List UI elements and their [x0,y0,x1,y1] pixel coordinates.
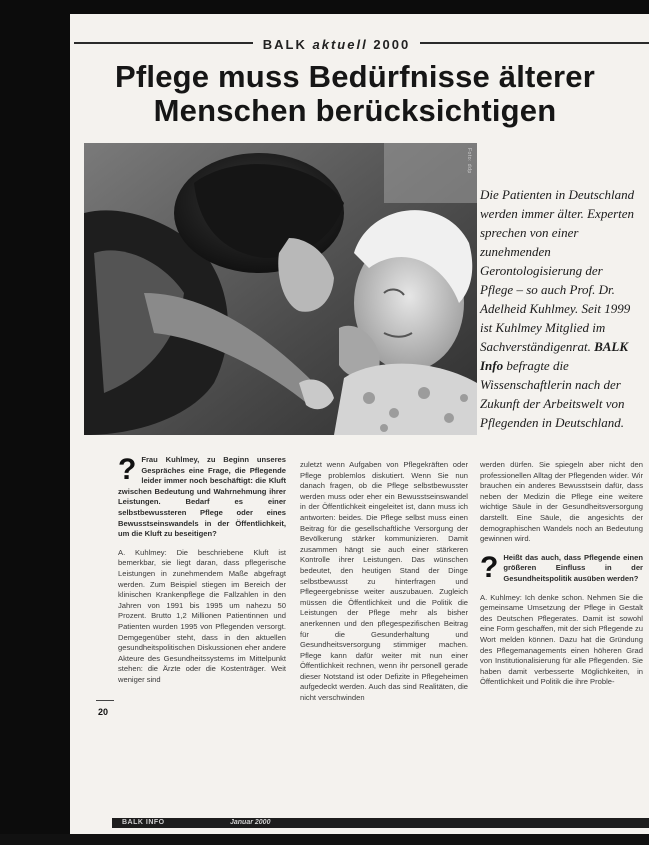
photo-caregiver-elderly-woman [84,143,477,435]
answer-2: A. Kuhlmey: Ich denke schon. Nehmen Sie die gemeinsame Umsetzung der Pflege in Gestalt des Deutschen Pflegerates. Damit ist sowohl eine Form geschaffen, mit der sich Pflegende zu Wort melden können. Dazu hat die Gründung des Pflegemanagements einen höheren Grad von Institutionalisierung für alle Pflegenden. Sie haben damit verbesserte Möglichkeiten, in Öffentlichkeit und Politik die ihre Proble- [480,592,643,687]
answer-1-end: werden dürfen. Sie spiegeln aber nicht den professionellen Alltag der Pflegenden wider. Wir brauchen ein anderes Bewusstsein dafür, dass neben der Medizin die Pflege eine weitere wichtige Säule in der Gesundheitsversorgung darstellt. Eine Säule, die angesichts der demographischen Wandels noch an Bedeutung gewinnen wird. [480,460,643,544]
photo-credit: Foto: ddp [466,148,472,174]
page-number-rule [96,700,114,701]
article-intro [480,185,635,432]
answer-1-continued: zuletzt wenn Aufgaben von Pflegekräften oder Pflege problemlos diskutiert. Wenn Sie nun danach fragen, ob die Pflege selbstbewusster werden muss oder eher ein Bewusstseinswandel in der Öffentlichkeit eingeleitet ist, dann muss ich antworten: beides. Die Pflege selbst muss einen Beitrag für die gesellschaftliche Versorgung der Bevölkerung stärker kommunizieren. Damit zusammen hängt sie auch einer stärkeren Kontrolle ihrer Leistungen. Das wünschen bedeutet, den heutigen Stand der Dinge selbstbewusst zu hinterfragen und Pflegeergebnisse weiter auszubauen. Zugleich müssen die Öffentlichkeit und die Politik die Leistungen der Pflege mehr als bisher anerkennen und den pflegespezifischen Beitrag für die Gesunderhaltung und Gesundheitsversorgung stimmiger machen. Pflege kann dafür weiter mit nun einer Öffentlichkeit rechnen, wenn ihr personell gerade dieser Notstand ist oder Defizite in Pflegeheimen aufgedeckt werden. Auch das sind Realitäten, die nicht verschwinden [300,460,468,703]
kicker-year: 2000 [373,37,411,52]
intro-text: Die Patienten in Deutschland werden immer älter. Experten sprechen von einer zunehmenden Gerontologisierung der Pflege – so auch Prof. Dr. Adelheid Kuhlmey. Seit 1999 ist Kuhlmey Mitglied im Sachverständigenrat. [480,187,635,354]
article-photo [84,143,477,435]
column-2 [300,460,468,712]
article-headline [110,60,600,128]
column-3 [480,460,643,696]
footer-publication: BALK INFO [122,819,165,826]
intro-magazine-name: BALK Info [480,339,629,373]
page-footer [112,818,649,828]
footer-date: Januar 2000 [230,819,271,826]
question-2 [480,550,643,585]
section-kicker [0,37,649,52]
question-mark-icon: ? [480,550,499,584]
question-1 [118,455,286,540]
question-mark-icon: ? [118,453,137,486]
intro-text-tail: befragte die Wissenschaftlerin nach der Zukunft der Arbeitswelt von Pflegenden in Deutschland. [480,358,625,430]
question-2-text: Heißt das auch, dass Pflegende einen größeren Einfluss in der Gesundheitspolitik ausüben werden? [503,552,643,583]
answer-1: A. Kuhlmey: Die beschriebene Kluft ist bemerkbar, sie liegt daran, dass pflegerische Leistungen in zunehmendem Maße abgefragt werden. Zum Beispiel stiegen im Bereich der klinischen Krankenpflege die Fallzahlen in den Jahren von 1991 bis 1995 um nahezu 50 Prozent. Brutto 1,2 Millionen Patientinnen und Patienten wurden 1995 von Pflegenden versorgt. Demgegenüber steht, dass in den aktuellen gesundheitspolitischen Diskussionen eher andere Akteure des Gesundheitssystems im Mittelpunkt stehen: die Ärzte oder die Kostenträger. Weit weniger sind [118,547,286,684]
page-number: 20 [98,707,109,717]
headline-line-2: Menschen berücksichtigen [153,93,557,128]
column-1 [118,455,286,693]
kicker-brand: BALK [262,37,307,52]
kicker-word: aktuell [312,37,368,52]
question-1-text: Frau Kuhlmey, zu Beginn unseres Gespräches eine Frage, die Pflegende leider immer noch beschäftigt: die Kluft zwischen Bedeutung und Wahrnehmung ihrer Leistungen. Bedarf es einer selbstbewussteren Pflege oder eines Bewusstseinswandels in der Öffentlichkeit, um die Kluft zu beseitigen? [118,455,286,539]
headline-line-1: Pflege muss Bedürfnisse älterer [115,59,595,94]
scan-bottom-edge [0,834,649,845]
